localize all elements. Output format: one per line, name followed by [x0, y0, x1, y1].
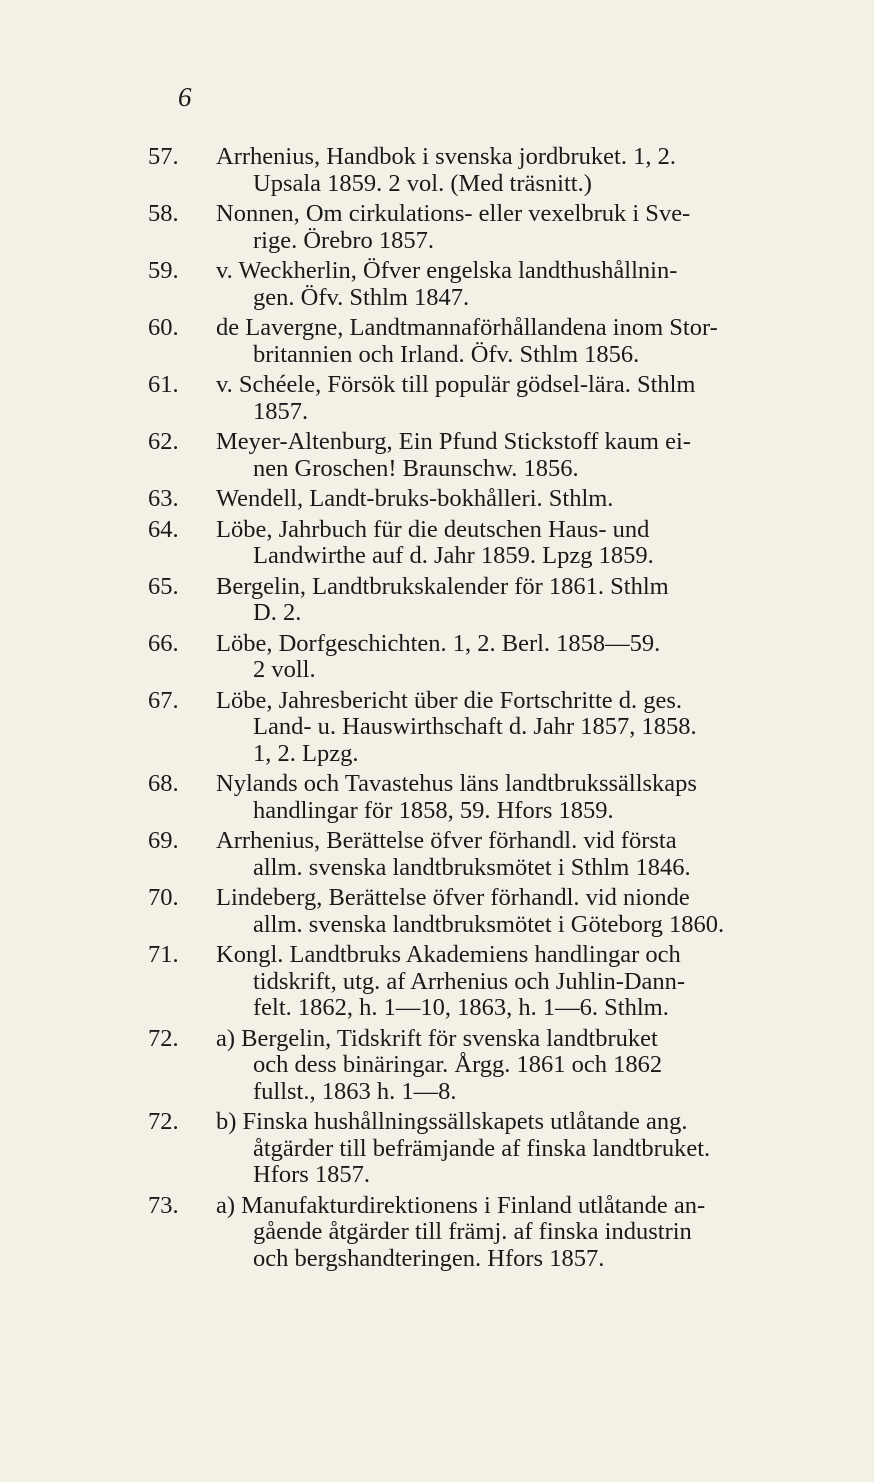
entry-text	[216, 574, 838, 627]
entry-line: 2 voll.	[253, 656, 316, 683]
entry-line: D. 2.	[253, 599, 302, 626]
entry-number: 70.	[148, 884, 179, 911]
entry-text	[216, 258, 838, 311]
entry-line: britannien och Irland. Öfv. Sthlm 1856.	[253, 340, 640, 368]
entry-number: 65.	[148, 572, 179, 600]
entry-line: Meyer-Altenburg, Ein Pfund Stickstoff kaum ei-	[216, 428, 691, 455]
entry-text	[216, 144, 838, 197]
bibliography-entry	[148, 688, 838, 768]
entry-line: Lindeberg, Berättelse öfver förhandl. vid nionde	[216, 884, 690, 911]
entry-line: felt. 1862, h. 1—10, 1863, h. 1—6. Sthlm.	[253, 994, 669, 1021]
bibliography-entry	[148, 631, 838, 684]
entry-line: Landwirthe auf d. Jahr 1859. Lpzg 1859.	[253, 542, 654, 569]
bibliography-entry	[148, 486, 838, 513]
entry-number: 72.	[148, 1108, 179, 1135]
entry-text	[216, 201, 838, 254]
bibliography-entry	[148, 429, 838, 482]
entry-number: 58.	[148, 200, 179, 227]
entry-line: a) Bergelin, Tidskrift för svenska landtbruket	[216, 1024, 658, 1052]
entry-number: 71.	[148, 941, 179, 968]
entry-text	[216, 372, 838, 425]
entry-line: Wendell, Landt-bruks-bokhålleri. Sthlm.	[216, 485, 614, 512]
entry-line: nen Groschen! Braunschw. 1856.	[253, 454, 579, 482]
bibliography-entry	[148, 258, 838, 311]
bibliography-entry	[148, 1109, 838, 1189]
entry-text	[216, 429, 838, 482]
entry-line: Bergelin, Landtbrukskalender för 1861. Sthlm	[216, 572, 669, 600]
bibliography-entry	[148, 1026, 838, 1106]
entry-line: v. Weckherlin, Öfver engelska landthushållnin-	[216, 257, 678, 284]
entry-text	[216, 486, 838, 513]
entry-text	[216, 1109, 838, 1189]
entry-text	[216, 688, 838, 768]
entry-number: 64.	[148, 515, 179, 543]
entry-number: 59.	[148, 257, 179, 284]
entry-line: tidskrift, utg. af Arrhenius och Juhlin-Dann-	[253, 967, 686, 995]
bibliography-entry	[148, 942, 838, 1022]
bibliography-entry	[148, 517, 838, 570]
bibliography-entry	[148, 201, 838, 254]
entry-line: handlingar för 1858, 59. Hfors 1859.	[253, 796, 614, 824]
entry-text	[216, 631, 838, 684]
entry-number: 69.	[148, 827, 179, 854]
entry-text	[216, 828, 838, 881]
entry-line: Nonnen, Om cirkulations- eller vexelbruk i Sve-	[216, 200, 691, 227]
entry-line: Löbe, Jahrbuch für die deutschen Haus- und	[216, 515, 650, 543]
bibliography-entry	[148, 574, 838, 627]
entry-text	[216, 1026, 838, 1106]
entry-text	[216, 771, 838, 824]
entry-line: 1857.	[253, 397, 309, 425]
entry-line: a) Manufakturdirektionens i Finland utlåtande an-	[216, 1191, 706, 1219]
bibliography-entry	[148, 1193, 838, 1273]
entry-text	[216, 885, 838, 938]
entry-line: 1, 2. Lpzg.	[253, 739, 359, 767]
entry-line: v. Schéele, Försök till populär gödsel-lära. Sthlm	[216, 371, 696, 398]
entry-number: 60.	[148, 314, 179, 341]
entry-number: 61.	[148, 371, 179, 398]
bibliography-list	[148, 144, 838, 1276]
entry-number: 68.	[148, 770, 179, 797]
entry-number: 62.	[148, 428, 179, 455]
entry-number: 73.	[148, 1191, 179, 1219]
entry-line: Löbe, Jahresbericht über die Fortschritte d. ges.	[216, 686, 683, 714]
entry-number: 66.	[148, 629, 179, 657]
entry-line: gen. Öfv. Sthlm 1847.	[253, 283, 470, 311]
page-number: 6	[178, 82, 192, 112]
entry-number: 57.	[148, 143, 179, 170]
entry-text	[216, 517, 838, 570]
entry-line: Nylands och Tavastehus läns landtbrukssällskaps	[216, 770, 697, 797]
bibliography-entry	[148, 144, 838, 197]
entry-number: 67.	[148, 686, 179, 714]
entry-line: allm. svenska landtbruksmötet i Sthlm 1846.	[253, 853, 691, 881]
entry-line: och bergshandteringen. Hfors 1857.	[253, 1244, 605, 1272]
bibliography-entry	[148, 771, 838, 824]
entry-line: allm. svenska landtbruksmötet i Göteborg 1860.	[253, 910, 725, 938]
entry-line: de Lavergne, Landtmannaförhållandena inom Stor-	[216, 314, 718, 341]
bibliography-entry	[148, 372, 838, 425]
entry-line: b) Finska hushållningssällskapets utlåtande ang.	[216, 1108, 688, 1135]
entry-line: och dess binäringar. Årgg. 1861 och 1862	[253, 1051, 663, 1078]
bibliography-entry	[148, 828, 838, 881]
entry-line: Kongl. Landtbruks Akademiens handlingar och	[216, 941, 681, 968]
entry-line: rige. Örebro 1857.	[253, 226, 434, 254]
entry-line: Upsala 1859. 2 vol. (Med träsnitt.)	[253, 169, 592, 197]
entry-line: åtgärder till befrämjande af finska landtbruket.	[253, 1134, 711, 1162]
entry-line: fullst., 1863 h. 1—8.	[253, 1077, 457, 1105]
entry-line: Arrhenius, Handbok i svenska jordbruket. 1, 2.	[216, 143, 676, 170]
entry-line: Arrhenius, Berättelse öfver förhandl. vid första	[216, 827, 677, 854]
entry-line: Land- u. Hauswirthschaft d. Jahr 1857, 1858.	[253, 713, 697, 740]
entry-text	[216, 942, 838, 1022]
entry-text	[216, 1193, 838, 1273]
entry-line: Hfors 1857.	[253, 1161, 371, 1188]
bibliography-entry	[148, 315, 838, 368]
entry-number: 63.	[148, 485, 179, 512]
entry-line: Löbe, Dorfgeschichten. 1, 2. Berl. 1858—59.	[216, 629, 661, 657]
entry-number: 72.	[148, 1024, 179, 1052]
bibliography-entry	[148, 885, 838, 938]
entry-text	[216, 315, 838, 368]
entry-line: gående åtgärder till främj. af finska industrin	[253, 1218, 692, 1245]
